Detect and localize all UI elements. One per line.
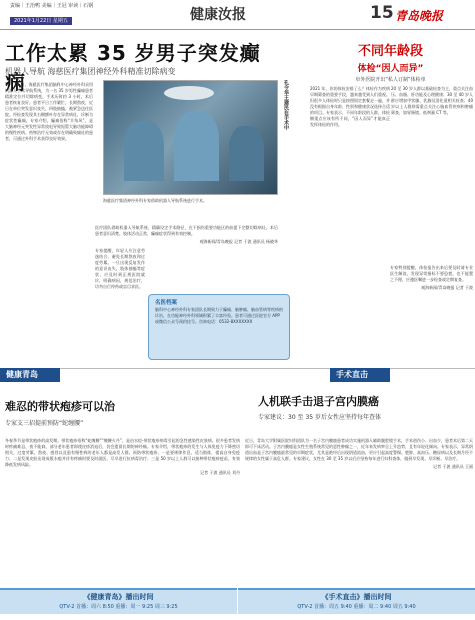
right-byline: 观海新闻/青岛晚报 记者 于波: [421, 285, 473, 290]
section-divider: [0, 368, 475, 369]
bottom-right-body: [245, 438, 473, 580]
right-headline-block: [308, 40, 473, 83]
bottom-right-subheadline: 专家建议：30 至 35 岁后女性应坚持每年查体: [258, 414, 381, 421]
footer-right-title: 《手术直击》播出时间: [321, 593, 392, 601]
right-body-col1: 2021 年，你的体检安排了么？体检作为疾病早期筛查的重要手段，越来越受到人们重视。但很多人体检时只是按照固定套餐走一遍，并没有根据自身年龄、性别和健康状况选择合适的项目。专家表示，不同年龄段的人群，体检侧重点应该有所不同，“因人而异”才能真正发挥体检的作用。: [310, 86, 390, 127]
doctor-profile-box: [148, 294, 290, 360]
main-byline: 观海新闻/青岛晚报 记者 于波 通讯员 杨晓华: [199, 239, 278, 244]
editor-line: 责编｜王治鸭 美编｜王冠 审读｜石钢: [10, 3, 94, 9]
footer-left-title: 《健康青岛》播出时间: [83, 593, 154, 601]
section-tag-health: 健康青岛: [0, 368, 60, 382]
footer-health-schedule: [0, 588, 237, 614]
page-number: 15: [370, 3, 394, 23]
bottom-right-text: 近日，青岛大学附属医院妇科团队为一名子宫内膜癌患者成功实施机器人辅助腹腔镜手术，手术创伤小、出血少，患者术后第二天即可下床活动。子宫内膜癌是女性生殖系统常见的恶性肿瘤之一，近年来发病率呈上升趋势，且有年轻化倾向。专家表示，异常阴道出血是子宫内膜癌最常见的早期症状，尤其是绝经后出现阴道流血，更应引起高度警惕。肥胖、高血压、糖尿病以及长期月经不规律的女性属于高危人群。专家建议，女性在 30 至 35 岁以后应坚持每年进行妇科查体，做到早发现、早诊断、早治疗。: [245, 438, 473, 461]
footer-right-time: QTV-2 首播：周五 9:40 重播：周二 9:40 周五 9:40: [297, 604, 416, 610]
surgeon-figure: [229, 126, 264, 181]
surgeon-figure: [174, 111, 219, 181]
footer-left-time: QTV-2 首播：周六 8:50 重播：周一 9:25 周三 9:25: [59, 604, 178, 610]
right-body-text: 专家特别提醒，体检报告出来后要及时请专业医生解读，发现异常指标不要恐慌，也不能置之不理，应遵医嘱进一步检查或定期复查。: [390, 265, 473, 282]
newspaper-logo: 青岛晚报: [395, 9, 444, 23]
surgeon-figure: [124, 121, 164, 181]
right-headline-2: 体检“因人而异”: [357, 64, 424, 74]
profile-text: 脑科中心神经外科专家团队长期致力于癫痫、脑肿瘤、脑血管病等疾病的诊治，在功能神经外科领域积累了丰富经验。患者可通过医院官方 APP 或微信公众号预约挂号。咨询电话：0532-8XXXXXXX: [155, 307, 283, 324]
bottom-right-byline: 记者 于波 通讯员 王丽: [433, 464, 473, 469]
page-header: [0, 0, 475, 30]
bottom-left-headline: 难忍的带状疱疹可以治: [5, 400, 115, 413]
photo-caption: 海慈医疗集团神经外科专家借助机器人导航系统进行手术。: [103, 198, 207, 203]
main-subheadline: 机器人导航 海慈医疗集团神经外科精准切除病变: [5, 67, 176, 76]
section-tag-surgery: 手术直击: [330, 368, 390, 382]
right-headline-1: 不同年龄段: [357, 44, 423, 59]
surgical-lamp: [164, 86, 214, 100]
bottom-left-text: 冬春季节是带状疱疹的高发期。带状疱疹俗称“蛇缠腰”“缠腰火丹”，是由水痘-带状疱疹病毒引起的急性感染性皮肤病。很多患者发病时疼痛难忍，夜不能寐，部分老年患者即使皮疹消退后，仍会遗留长期的神经痛。专家介绍，带状疱疹的发生与人体免疫力下降密切相关，过度劳累、熬夜、感冒以及患有慢性病的老年人都是高发人群。预防带状疱疹，一是要规律作息、适当锻炼，提高自身免疫力；二是发现皮肤出现成簇水疱并伴有疼痛时要及时就医，尽早进行抗病毒治疗；三是 50 岁以上人群可以接种带状疱疹疫苗，有效降低发病风险。: [5, 438, 240, 467]
bottom-left-body: [5, 438, 240, 580]
column-title: 健康汝报: [190, 7, 246, 23]
bottom-left-subheadline: 专家支三招提前预防“蛇缠腰”: [5, 420, 84, 427]
footer-surgery-schedule: [238, 588, 475, 614]
right-body-col3: [390, 265, 473, 355]
surgery-photo: [103, 80, 278, 195]
reminder-text: 专家提醒，年轻人应注意劳逸结合，避免长期熬夜和过度劳累。一旦出现反复发作的意识丧失、肢体抽搐等症状，应及时到正规医院就诊，明确病因，规范治疗，切勿自行停药或盲目求医。: [95, 248, 145, 289]
bottom-left-byline: 记者 于波 通讯员 刘丹: [200, 470, 240, 475]
right-subheadline: 阜外医院开出“私人订制”体检单: [355, 77, 426, 83]
main-headline: 工作太累 35 岁男子突发癫痫: [5, 41, 261, 94]
issue-date: 2021年1月22日 星期五: [10, 17, 72, 25]
bottom-right-headline: 人机联手击退子宫内膜癌: [258, 395, 379, 408]
main-body: 1 月 18 日，海慈医疗集团脑科中心神经外科采用机器人手术导航系统，为一名 35 岁男性癫痫患者精准定位并切除病变，手术历时约 3 小时，术后患者恢复良好。患者平日工作繁忙，长期熬夜，近日在单位突发意识丧失、四肢抽搐，被紧急送往医院。经检查发现其右侧额叶存在异常病灶，诊断为症状性癫痫。专家介绍，癫痫俗称“羊角风”，是大脑神经元突发性异常放电导致短暂大脑功能障碍的慢性疾病。药物治疗无效或存在明确致痫灶的患者，可通过外科手术获得良好效果。: [5, 82, 93, 141]
right-body-col2: 20 至 30 岁人群以基础检查为主，重点关注血压、血脂、肝功能及心理健康；30 至 40 岁人群应增加甲状腺、乳腺及消化道相关检查；40 岁以上人群则需重点关注心脑血管疾病和肿瘤筛查，如胃肠镜、低剂量 CT 等。: [391, 86, 473, 115]
profile-title: 名医档案: [155, 300, 178, 306]
caption-text: 医疗团队借助机器人导航系统，精确设定手术路径，在不损伤重要功能区的前提下完整切除病灶。术后患者意识清楚、肢体活动正常，癫痫症状得到有效控制。: [95, 225, 278, 236]
vertical-caption: 孔令华王建民在手术中: [283, 80, 289, 130]
